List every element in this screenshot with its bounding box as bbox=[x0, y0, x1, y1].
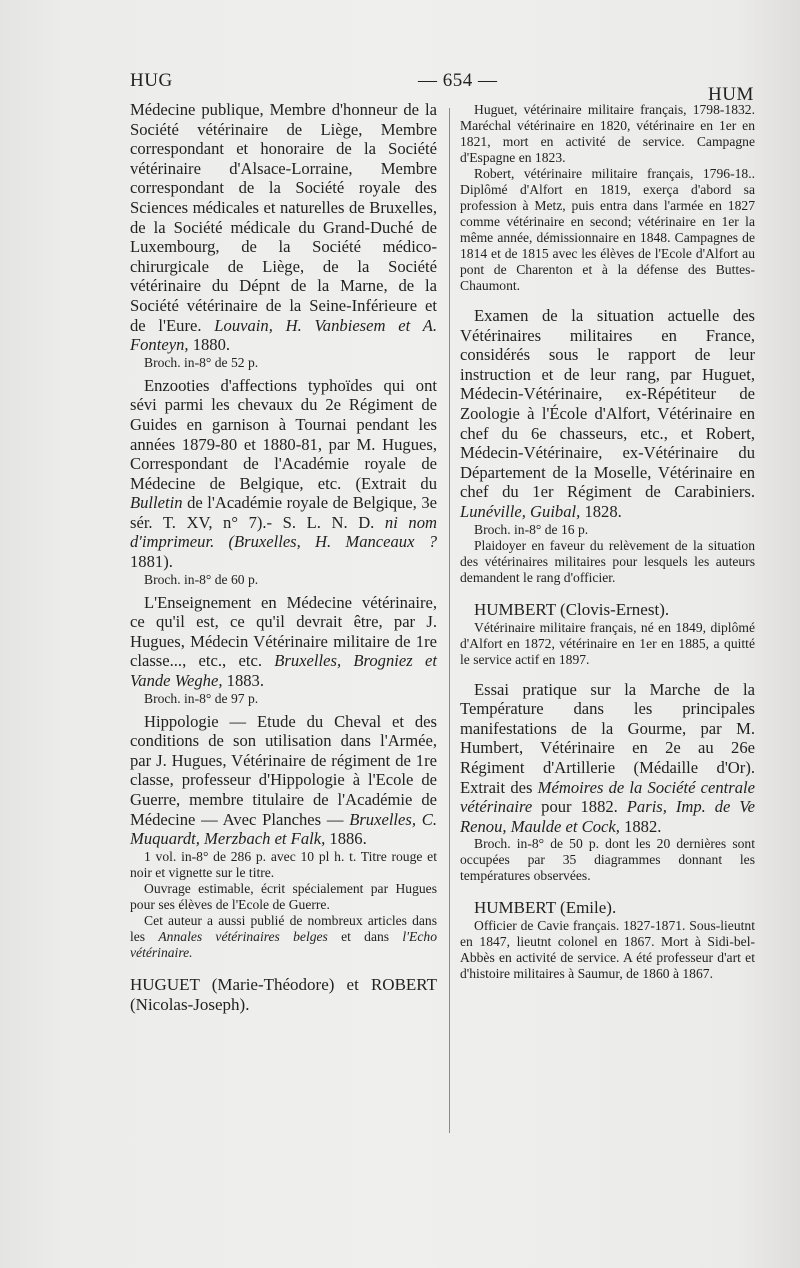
journal-title: Mémoires de la Société centrale vétérinaire bbox=[460, 777, 755, 817]
note-text: et dans bbox=[341, 928, 390, 944]
bibliography-entry bbox=[130, 593, 437, 691]
entry-note: Broch. in-8° de 97 p. bbox=[144, 690, 259, 706]
entry-year: 1828. bbox=[584, 501, 622, 521]
entry-imprint: Bruxelles, Brogniez et Vande Weghe, bbox=[130, 651, 437, 691]
entry-note: Plaidoyer en faveur du relèvement de la situation des vétérinaires militaires pour lesquels les auteurs demandent le rang d'officier. bbox=[460, 537, 755, 585]
bibliography-entry bbox=[460, 306, 755, 522]
note-text: Cet auteur a aussi publié de nombreux articles dans les bbox=[130, 912, 437, 944]
left-column bbox=[130, 100, 437, 1015]
entry-text: L'Enseignement en Médecine vétérinaire, ce qu'il est, ce qu'il devrait être, par J. Hugues, Médecin Vétérinaire militaire de 1re classe..., etc., etc. bbox=[130, 592, 437, 671]
entry-note: Broch. in-8° de 60 p. bbox=[144, 571, 259, 587]
entry-note bbox=[130, 913, 437, 961]
running-head-left: HUG bbox=[130, 70, 173, 91]
entry-note: Ouvrage estimable, écrit spécialement par Hugues pour ses élèves de l'Ecole de Guerre. bbox=[130, 880, 437, 912]
entry-text: Essai pratique sur la Marche de la Température dans les principales manifestations de la Gourme, par M. Humbert, Vétérinaire en 2e au 26e Régiment d'Artillerie (Médaille d'Or). Extrait des bbox=[460, 679, 755, 797]
author-bio: Officier de Cavie français. 1827-1871. Sous-lieutnt en 1847, lieutnt colonel en 1867. Mort à Sidi-bel-Abbès en activité de service. A été professeur d'art et d'histoire militaires à Saumur, de 1860 à 1867. bbox=[460, 918, 755, 982]
entry-imprint: Louvain, H. Vanbiesem et A. Fonteyn, bbox=[130, 315, 437, 355]
entry-year: 1880. bbox=[192, 335, 231, 355]
entry-year: 1886. bbox=[329, 829, 367, 849]
journal-title: Bulletin bbox=[130, 493, 183, 513]
column-divider bbox=[449, 108, 450, 1133]
entry-imprint: Paris, Imp. de Ve Renou, Maulde et Cock, bbox=[460, 797, 756, 836]
running-head-right: HUM bbox=[708, 84, 754, 105]
entry-note: Broch. in-8° de 50 p. dont les 20 dernières sont occupées par 35 diagrammes donnant les températures observées. bbox=[460, 836, 755, 884]
entry-text: Médecine publique, Membre d'honneur de la Société vétérinaire de Liège, Membre correspondant et honoraire de la Société vétérinaire d'Alsace-Lorraine, Membre correspondant de la Société royale des Sciences médicales et naturelles de Bruxelles, de la Société médicale du Grand-Duché de Luxembourg, de la Société médico-chirurgicale de Liège, de la Société vétérinaire du Dépnt de la Marne, de la Société vétérinaire de la Seine-Inférieure et de l'Eure. bbox=[130, 100, 437, 335]
entry-note-italic: ni nom d'imprimeur. bbox=[130, 512, 437, 552]
journal-title: Annales vétérinaires belges bbox=[158, 928, 328, 944]
entry-imprint: Lunéville, Guibal, bbox=[460, 501, 581, 521]
bibliography-entry bbox=[460, 680, 755, 837]
author-heading: HUMBERT (Clovis-Ernest). bbox=[474, 599, 670, 619]
entry-note: Broch. in-8° de 16 p. bbox=[474, 521, 589, 537]
entry-continuation bbox=[130, 100, 437, 355]
entry-year: 1881). bbox=[130, 552, 173, 572]
author-bio: Vétérinaire militaire français, né en 1849, diplômé d'Alfort en 1872, vétérinaire en 1er en 1885, a quitté le service actif en 1897. bbox=[460, 619, 755, 667]
author-heading: HUMBERT (Emile). bbox=[474, 898, 617, 918]
entry-year: 1883. bbox=[226, 671, 264, 691]
journal-title: l'Echo vétérinaire. bbox=[130, 928, 437, 960]
entry-year: 1882. bbox=[624, 816, 662, 836]
page-number: — 654 — bbox=[418, 70, 498, 91]
entry-text: Hippologie — Etude du Cheval et des conditions de son utilisation dans l'Armée, par J. Hugues, Vétérinaire de régiment de 1re classe, professeur d'Hippologie à l'Ecole de Guerre, membre titulaire de l'Académie de Médecine — Avec Planches — bbox=[130, 711, 437, 829]
entry-text: Examen de la situation actuelle des Vétérinaires militaires en France, considérés sous le rapport de leur instruction et de leur rang, par Huguet, Médecin-Vétérinaire, ex-Répétiteur de Zoologie à l'École d'Alfort, Vétérinaire en chef du 6e chasseurs, etc., et Robert, Médecin-Vétérinaire, ex-Vétérinaire du Département de la Moselle, Vétérinaire en chef du 1er Régiment de Carabiniers. bbox=[460, 306, 755, 502]
entry-note: Broch. in-8° de 52 p. bbox=[144, 354, 259, 370]
entry-note: 1 vol. in-8° de 286 p. avec 10 pl h. t. Titre rouge et noir et vignette sur le titre. bbox=[130, 848, 437, 880]
bibliography-entry bbox=[130, 712, 437, 849]
entry-imprint: Bruxelles, C. Muquardt, Merzbach et Falk, bbox=[130, 809, 437, 849]
entry-text: pour 1882. bbox=[541, 797, 618, 817]
bibliography-entry bbox=[130, 376, 437, 572]
author-heading: HUGUET (Marie-Théodore) et ROBERT (Nicolas-Joseph). bbox=[130, 974, 437, 1014]
right-column bbox=[460, 102, 755, 982]
entry-imprint: (Bruxelles, H. Manceaux ? bbox=[228, 532, 437, 552]
entry-text: de l'Académie royale de Belgique, 3e sér. T. XV, n° 7).- S. L. N. D. bbox=[130, 493, 437, 532]
author-bio: Robert, vétérinaire militaire français, 1796-18.. Diplômé d'Alfort en 1819, exerça d'abord sa profession à Metz, puis entra dans l'armée en 1827 comme vétérinaire en second; vétérinaire en 1er la même année, démissionnaire en 1848. Campagnes de 1814 et de 1815 avec les élèves de l'Ecole d'Alfort au pont de Charenton et à la défense des Buttes-Chaumont. bbox=[460, 166, 755, 293]
entry-text: Enzooties d'affections typhoïdes qui ont sévi parmi les chevaux du 2e Régiment de Guides en garnison à Tournai pendant les années 1879-80 et 1880-81, par M. Hugues, Correspondant de l'Académie royale de Médecine de Belgique, etc. (Extrait du bbox=[130, 375, 437, 493]
author-bio: Huguet, vétérinaire militaire français, 1798-1832. Maréchal vétérinaire en 1820, vétérinaire en 1er en 1821, mort en activité de service. Campagne d'Espagne en 1823. bbox=[460, 102, 755, 165]
